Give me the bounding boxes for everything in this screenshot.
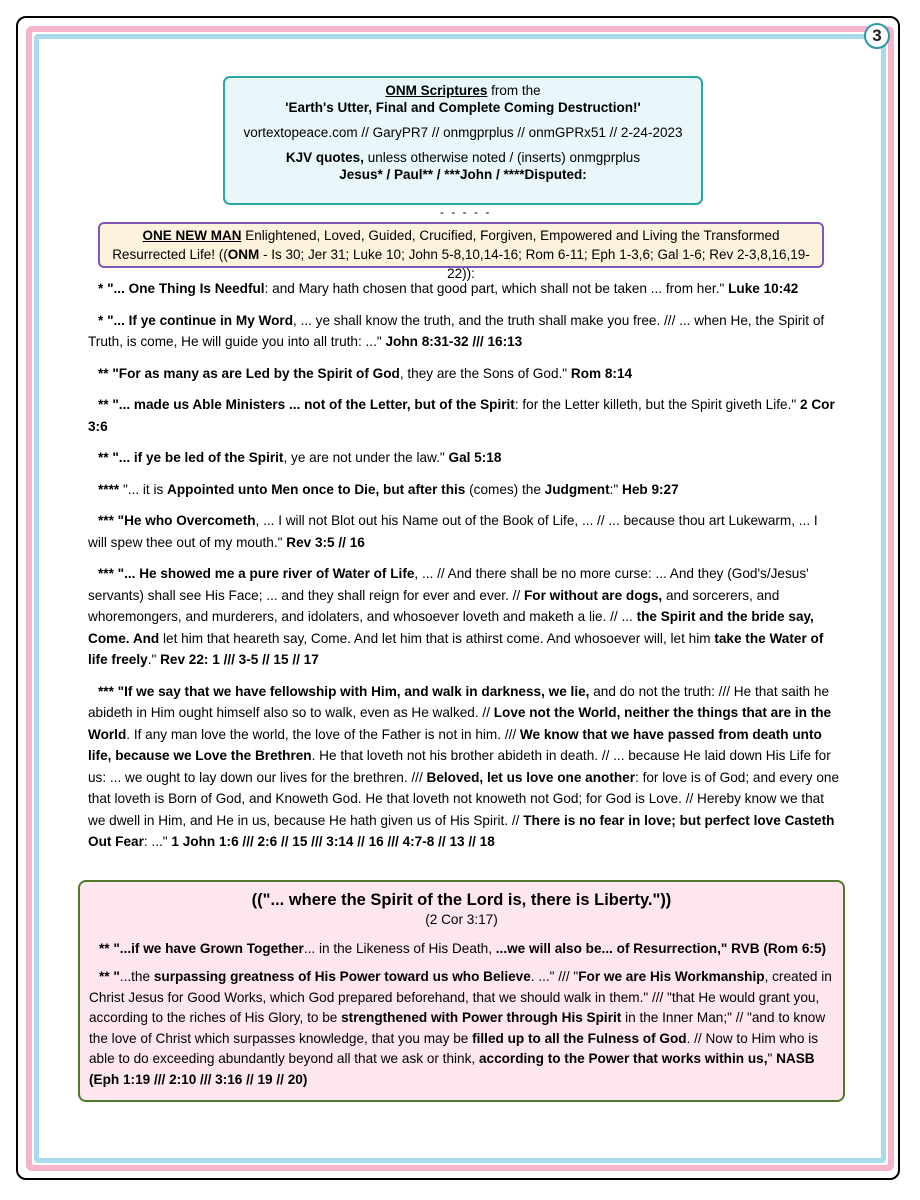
liberty-verse-text: ** "...if we have Grown Together (99, 940, 304, 956)
scripture-verse-text: * "... One Thing Is Needful (98, 281, 265, 296)
scripture-verse (88, 510, 840, 553)
scripture-verse-text: We know that we have passed from death unto life, because we Love the Brethren (88, 726, 822, 763)
scripture-verse-text: :" (609, 481, 623, 497)
separator-dashes: - - - - - (440, 205, 492, 219)
liberty-verse (89, 967, 834, 1090)
scripture-verse-text: Luke 10:42 (728, 281, 799, 296)
scripture-verse-text: . He that loveth not his brother abideth in death. // ... because He laid down His Life for us: ... we ought to lay down our lives for the brethren. /// (88, 748, 831, 785)
scripture-verse-text: Love not the World, neither the things that are in the World (88, 705, 832, 742)
liberty-verse-text: in the Inner Man;" // "and to know the love of Christ which surpasses knowledge, that you may be (89, 1010, 826, 1046)
scripture-verse (88, 278, 840, 300)
scripture-verse-text: There is no fear in love; but perfect love Casteth Out Fear (88, 812, 835, 849)
scripture-verse-text: (comes) the (465, 481, 545, 497)
liberty-verse-text: . // Now to Him who is able to do exceeding abundantly beyond all that we ask or think, (89, 1030, 819, 1066)
liberty-verse-text: ... in the Likeness of His Death, (303, 940, 496, 956)
liberty-verses (89, 939, 834, 1091)
header-kjv-bold: KJV quotes, (285, 150, 364, 165)
scripture-verse-text: and do not the truth: /// He that saith he abideth in Him ought himself also so to walk, even as He walked. // (88, 683, 830, 720)
header-kjv-rest: unless otherwise noted / (inserts) onmgprplus (363, 150, 641, 165)
liberty-verse-text: ...the (119, 969, 154, 984)
scripture-verse (88, 563, 840, 671)
header-title: ONM Scriptures (385, 83, 488, 98)
liberty-verse-text: , created in Christ Jesus for Good Works, which God prepared beforehand, that we should walk in them." /// "that He would grant you, according to the riches of His Glory, to be (89, 969, 832, 1025)
scripture-verse (88, 447, 840, 469)
scripture-verse (88, 681, 840, 853)
scripture-verse-text: * "... If ye continue in My Word (98, 312, 294, 328)
one-new-man-box (98, 222, 824, 281)
scripture-verse-text: . If any man love the world, the love of the Father is not in him. /// (126, 726, 520, 742)
scripture-verse-text: For without are dogs, (523, 587, 663, 603)
scripture-verse-text: ** "For as many as are Led by the Spirit of God (98, 365, 400, 381)
scripture-verse-text: 2 Cor 3:6 (88, 397, 835, 434)
scripture-verse-text: Rev 22: 1 /// 3-5 // 15 // 17 (160, 652, 319, 667)
header-legend: Jesus* / Paul** / ***John / ****Disputed: (339, 167, 587, 182)
scripture-verse (88, 363, 840, 385)
scripture-verse-text: let him that heareth say, Come. And let him that is athirst come. And whosoever will, let him (159, 630, 715, 646)
liberty-verse-text: " (767, 1051, 777, 1066)
liberty-verse-text: . ..." /// " (530, 969, 579, 984)
liberty-title: (("... where the Spirit of the Lord is, there is Liberty.")) (251, 891, 672, 909)
scripture-verse-text: **** (98, 481, 123, 497)
scripture-verse-text: Gal 5:18 (448, 450, 502, 465)
liberty-verse-text: NASB (Eph 1:19 /// 2:10 /// 3:16 // 19 // 20) (89, 1051, 815, 1087)
onm-label: ONE NEW MAN (142, 228, 242, 243)
scripture-verse-text: *** "He who Overcometh (98, 513, 256, 528)
liberty-verse-text: ** " (99, 969, 120, 984)
liberty-verse-text: For we are His Workmanship (578, 969, 765, 984)
scripture-verse-text: : and Mary hath chosen that good part, which shall not be taken ... from her." (264, 281, 729, 296)
scripture-verse-text: 1 John 1:6 /// 2:6 // 15 /// 3:14 // 16 /// 4:7-8 // 13 // 18 (171, 834, 495, 849)
scripture-verse-text: the Spirit and the bride say, Come. And (88, 609, 814, 646)
scripture-verse-text: : for love is of God; and every one that loveth is Born of God, and Knoweth God. He that loveth not knoweth not God; for God is Love. // Hereby know we that we dwell in Him, and He in us, because He hath given us of His Spirit. // (88, 769, 840, 828)
header-box (223, 76, 703, 205)
page-number-badge: 3 (864, 23, 890, 49)
scripture-verse-text: : ..." (143, 834, 172, 849)
scripture-verse-text: ** "... made us Able Ministers ... not of the Letter, but of the Spirit (98, 397, 515, 412)
scripture-verse-text: , ... I will not Blot out his Name out of the Book of Life, ... // ... because thou art Lukewarm, ... I will spew thee out of my mouth." (88, 513, 818, 550)
scripture-verse-text: , ... ye shall know the truth, and the truth shall make you free. /// ... when He, the Spirit of Truth, is come, He will guide you into all truth: ..." (88, 312, 825, 349)
onm-ref-bold: ONM (227, 247, 260, 262)
scripture-verse-text: , they are the Sons of God." (399, 365, 571, 381)
liberty-verse-text: strengthened with Power through His Spirit (341, 1010, 622, 1025)
scripture-verse (88, 394, 840, 437)
scripture-verse-text: "... it is (122, 481, 168, 497)
scripture-verse (88, 310, 840, 353)
liberty-verse-text: filled up to all the Fulness of God (472, 1030, 687, 1046)
scripture-verse (88, 479, 840, 501)
scripture-verse-text: , ... // And there shall be no more curse: ... And they (God's/Jesus' servants) shall see His Face; ... and they shall reign for ever and ever. // (88, 566, 809, 603)
scripture-verse-text: Rev 3:5 // 16 (286, 534, 365, 550)
scripture-list (88, 278, 840, 863)
liberty-ref: (2 Cor 3:17) (425, 912, 498, 927)
scripture-verse-text: John 8:31-32 /// 16:13 (385, 334, 523, 349)
header-sources: vortextopeace.com // GaryPR7 // onmgprplus // onmGPRx51 // 2-24-2023 (243, 125, 683, 140)
liberty-verse-text: surpassing greatness of His Power toward us who Believe (153, 969, 531, 984)
header-title-rest: from the (487, 83, 541, 98)
scripture-verse-text: ** "... if ye be led of the Spirit (98, 450, 284, 465)
scripture-verse-text: Heb 9:27 (622, 481, 679, 497)
scripture-verse-text: *** "If we say that we have fellowship with Him, and walk in darkness, we lie, (98, 683, 590, 699)
onm-text: Enlightened, Loved, Guided, Crucified, Forgiven, Empowered and Living the Transformed Resurrected Life! (( (112, 228, 780, 262)
scripture-verse-text: and sorcerers, and whoremongers, and murderers, and idolaters, and whosoever loveth and maketh a lie. // ... (88, 587, 780, 624)
scripture-verse-text: take the Water of life freely (88, 630, 824, 667)
scripture-verse-text: Rom 8:14 (570, 365, 633, 381)
scripture-verse-text: Appointed unto Men once to Die, but after this (167, 481, 466, 497)
scripture-verse-text: Judgment (544, 481, 610, 497)
liberty-verse (89, 939, 834, 960)
scripture-verse-text: Beloved, let us love one another (426, 769, 636, 785)
liberty-verse-text: according to the Power that works within us, (478, 1051, 768, 1066)
scripture-verse-text: , ye are not under the law." (283, 450, 449, 465)
scripture-verse-text: : for the Letter killeth, but the Spirit giveth Life." (514, 397, 800, 412)
scripture-verse-text: ." (147, 652, 161, 667)
scripture-verse-text: *** "... He showed me a pure river of Water of Life (98, 566, 415, 581)
header-subtitle: 'Earth's Utter, Final and Complete Coming Destruction!' (285, 100, 641, 115)
liberty-box (78, 880, 845, 1102)
liberty-verse-text: ...we will also be... of Resurrection," RVB (Rom 6:5) (495, 940, 827, 956)
onm-refs: - Is 30; Jer 31; Luke 10; John 5-8,10,14-16; Rom 6-11; Eph 1-3,6; Gal 1-6; Rev 2-3,8,16,19-22)): (259, 247, 810, 281)
